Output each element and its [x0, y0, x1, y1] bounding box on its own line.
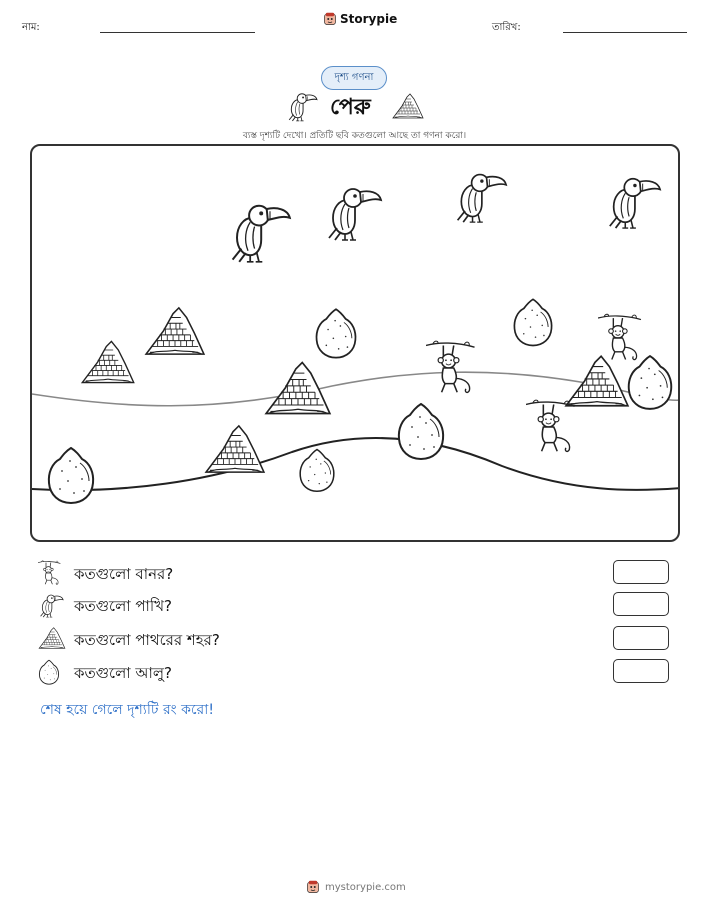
- name-field[interactable]: [100, 32, 255, 33]
- date-field[interactable]: [563, 32, 687, 33]
- toucan-4: [610, 179, 660, 228]
- stone-city-1: [82, 341, 133, 382]
- monkey-3: [526, 400, 575, 451]
- footer-site[interactable]: mystorypie.com: [325, 881, 406, 893]
- scene-canvas: [32, 146, 680, 542]
- stone-city-4: [206, 426, 264, 472]
- name-label: নাম:: [22, 22, 40, 33]
- monkey-2: [598, 314, 641, 359]
- answer-box-monkeys[interactable]: [613, 560, 669, 584]
- potato-4: [399, 404, 443, 459]
- potato-icon: [38, 659, 60, 685]
- question-row: [38, 592, 678, 618]
- answer-box-potatoes[interactable]: [613, 659, 669, 683]
- category-badge: দৃশ্য গণনা: [321, 66, 387, 90]
- question-row: [38, 560, 678, 586]
- potato-6: [49, 448, 93, 503]
- stone-city-2: [146, 308, 204, 354]
- question-text: কতগুলো বানর?: [74, 565, 174, 583]
- potato-2: [514, 299, 551, 345]
- answer-box-stone-cities[interactable]: [613, 626, 669, 650]
- question-text: কতগুলো আলু?: [74, 664, 173, 682]
- toucan-icon: [286, 90, 318, 122]
- toucan-2: [329, 189, 381, 240]
- mascot-icon: [323, 12, 337, 26]
- question-row: [38, 626, 678, 652]
- question-text: কতগুলো পাথরের শহর?: [74, 631, 220, 649]
- toucan-1: [233, 206, 290, 262]
- brand-name: Storypie: [340, 12, 398, 26]
- instruction-text: ব্যস্ত দৃশ্যটি দেখো। প্রতিটি ছবি কতগুলো আছে তা গণনা করো।: [242, 131, 467, 141]
- front-hill-line: [32, 438, 680, 490]
- date-label: তারিখ:: [492, 22, 521, 33]
- brand-logo: [323, 12, 397, 26]
- monkey-icon: [38, 560, 62, 586]
- potato-5: [300, 449, 334, 491]
- potato-3: [629, 356, 672, 409]
- toucan-icon: [38, 592, 64, 618]
- footer: [306, 880, 406, 894]
- potato-1: [317, 309, 356, 357]
- mascot-icon: [306, 880, 320, 894]
- stone-city-icon: [38, 626, 66, 650]
- page-title: পেরু: [330, 95, 371, 120]
- toucan-3: [458, 175, 507, 223]
- question-text: কতগুলো পাখি?: [74, 597, 173, 615]
- counting-scene: [30, 144, 680, 542]
- question-row: [38, 659, 678, 685]
- finish-note: শেষ হয়ে গেলে দৃশ্যটি রং করো!: [40, 702, 214, 718]
- stone-city-icon: [392, 92, 424, 120]
- monkey-1: [426, 341, 475, 392]
- answer-box-birds[interactable]: [613, 592, 669, 616]
